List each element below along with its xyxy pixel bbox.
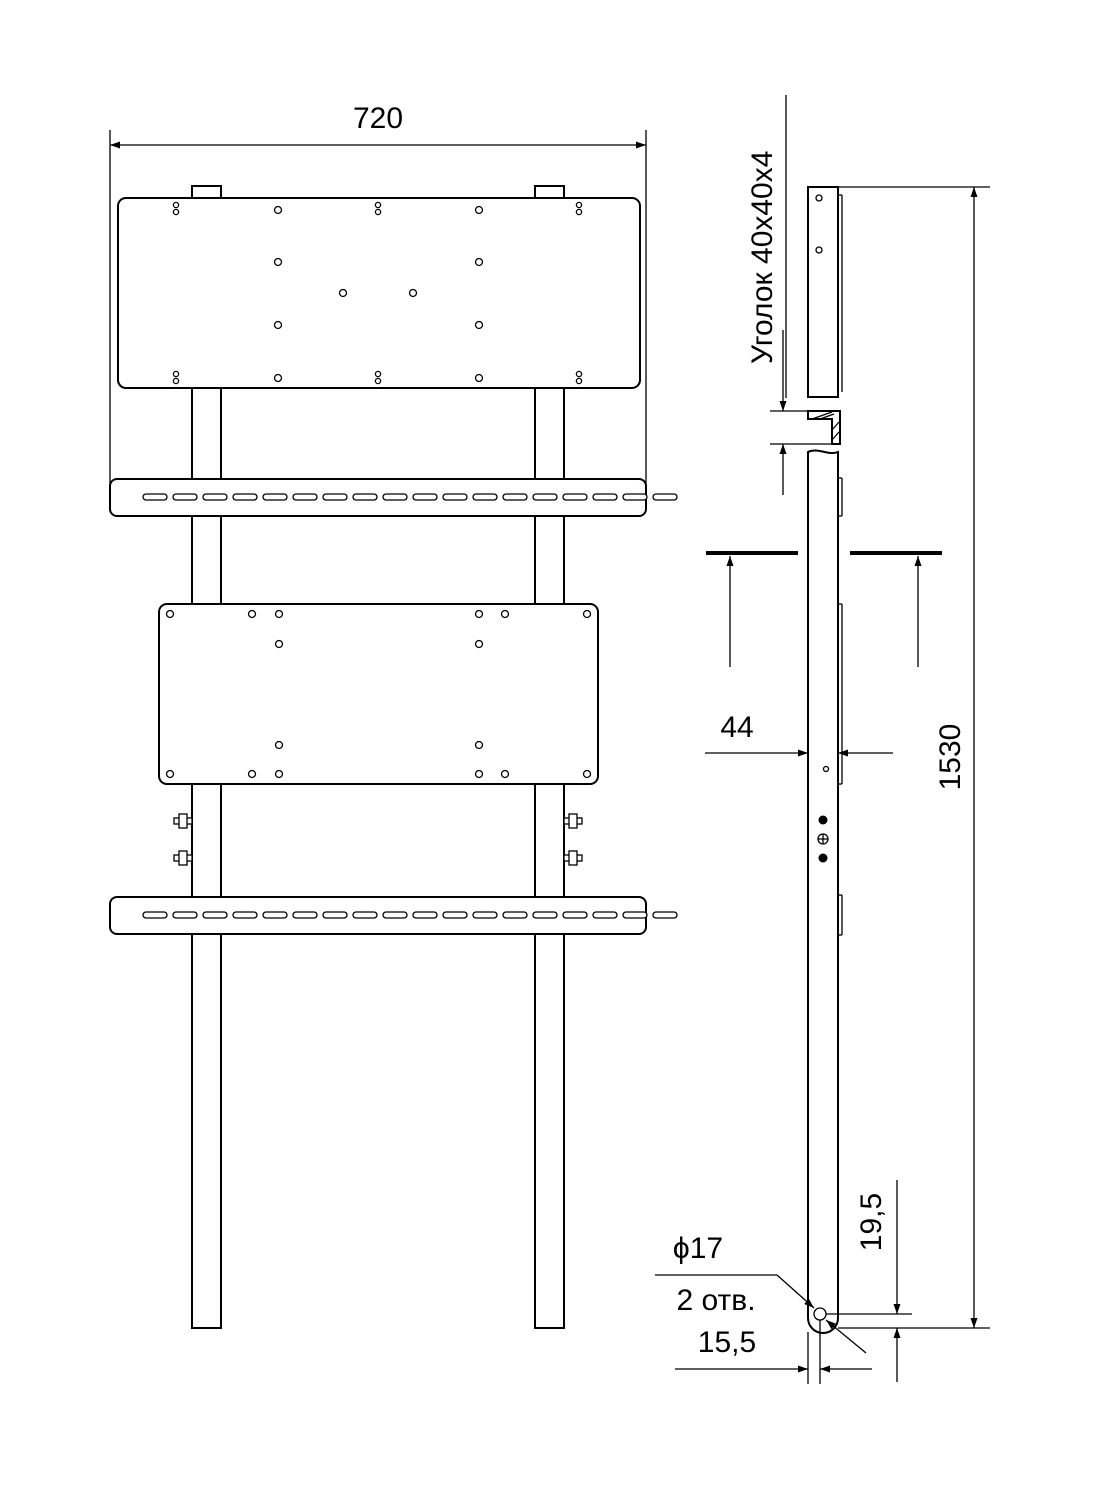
mounting-hole <box>476 771 483 778</box>
rail-slot <box>473 912 497 918</box>
mounting-hole <box>276 611 283 618</box>
mounting-hole <box>476 322 483 329</box>
hole-offset-y-label: 19,5 <box>855 1192 888 1252</box>
upper-slotted-rail <box>110 479 677 516</box>
right-leg <box>535 388 564 1328</box>
right-top-hook <box>535 186 564 198</box>
height-dimension <box>838 187 990 1328</box>
mounting-hole <box>276 641 283 648</box>
mounting-hole <box>576 378 581 383</box>
rail-slot <box>143 494 167 500</box>
bolt-nut <box>179 814 187 828</box>
rail-slot <box>533 912 557 918</box>
rail-slot <box>353 494 377 500</box>
mounting-hole <box>375 371 380 376</box>
rail-slot <box>173 494 197 500</box>
mounting-hole <box>173 202 178 207</box>
mounting-hole <box>476 375 483 382</box>
hole-diameter-leader <box>655 1232 866 1353</box>
lower-slotted-rail <box>110 897 677 934</box>
side-view <box>655 95 990 1384</box>
section-markers <box>706 553 942 667</box>
rail-slot <box>623 494 647 500</box>
hole-count-label: 2 отв. <box>676 1284 756 1317</box>
middle-mounting-plate <box>159 604 598 784</box>
rail-slot <box>413 912 437 918</box>
rail-slot <box>653 912 677 918</box>
rail-slot <box>203 912 227 918</box>
mounting-hole <box>584 771 591 778</box>
side-upper-section <box>808 187 842 397</box>
mounting-hole <box>167 771 174 778</box>
mounting-hole <box>173 371 178 376</box>
mounting-hole <box>167 611 174 618</box>
rail-slot <box>383 912 407 918</box>
mounting-hole <box>576 371 581 376</box>
mounting-hole <box>576 202 581 207</box>
height-label: 1530 <box>934 723 967 791</box>
mounting-hole <box>275 322 282 329</box>
mounting-hole <box>276 771 283 778</box>
rail-slot <box>323 494 347 500</box>
rail-slot <box>143 912 167 918</box>
rail-slot <box>443 912 467 918</box>
rail-slot <box>503 912 527 918</box>
rail-slot <box>623 912 647 918</box>
bolt-nut <box>569 814 577 828</box>
mounting-hole <box>275 259 282 266</box>
rail-slot <box>443 494 467 500</box>
mounting-hole <box>173 378 178 383</box>
side-bolts <box>174 814 582 865</box>
mounting-hole <box>275 207 282 214</box>
depth-dimension <box>705 711 893 753</box>
rail-slot <box>233 494 257 500</box>
mounting-hole <box>476 742 483 749</box>
rail-slot <box>563 494 587 500</box>
bolt-nut <box>569 851 577 865</box>
rail-slot <box>413 494 437 500</box>
mounting-hole <box>276 742 283 749</box>
rail-slot <box>383 494 407 500</box>
rail-slot <box>173 912 197 918</box>
depth-label: 44 <box>720 711 754 744</box>
front-view <box>110 102 677 1328</box>
rail-slot <box>323 912 347 918</box>
hole-offset-x-dimension <box>675 1320 872 1384</box>
mounting-hole <box>375 209 380 214</box>
angle-profile-section <box>808 411 840 444</box>
rail-slot <box>473 494 497 500</box>
mounting-hole <box>476 207 483 214</box>
mounting-hole <box>173 209 178 214</box>
mounting-hole <box>584 611 591 618</box>
side-lower-section <box>808 450 842 1333</box>
rail-slot <box>593 912 617 918</box>
rail-slot <box>503 494 527 500</box>
rail-slot <box>353 912 377 918</box>
width-label: 720 <box>352 102 404 135</box>
rail-slot <box>293 494 317 500</box>
hole-offset-x-label: 15,5 <box>697 1326 757 1359</box>
rail-slot <box>263 912 287 918</box>
hole-diameter-label: ϕ17 <box>672 1232 724 1265</box>
mounting-hole <box>375 378 380 383</box>
mounting-hole <box>502 611 509 618</box>
mounting-hole <box>476 611 483 618</box>
mounting-hole <box>502 771 509 778</box>
mounting-hole <box>249 611 256 618</box>
rail-slot <box>293 912 317 918</box>
mounting-hole <box>476 259 483 266</box>
rail-slot <box>263 494 287 500</box>
rail-slot <box>653 494 677 500</box>
mounting-hole <box>340 290 347 297</box>
rail-slot <box>593 494 617 500</box>
mounting-hole <box>476 641 483 648</box>
left-leg <box>192 388 221 1328</box>
rail-slot <box>533 494 557 500</box>
rail-slot <box>203 494 227 500</box>
mounting-hole <box>375 202 380 207</box>
profile-label: Уголок 40х40х4 <box>746 150 779 364</box>
mounting-hole <box>249 771 256 778</box>
left-top-hook <box>192 186 221 198</box>
legs <box>192 388 564 1328</box>
mounting-hole <box>410 290 417 297</box>
mounting-hole <box>275 375 282 382</box>
profile-callout <box>746 95 832 495</box>
bolt-nut <box>179 851 187 865</box>
rail-slot <box>233 912 257 918</box>
mounting-hole <box>576 209 581 214</box>
top-mounting-plate <box>118 198 640 388</box>
rail-slot <box>563 912 587 918</box>
